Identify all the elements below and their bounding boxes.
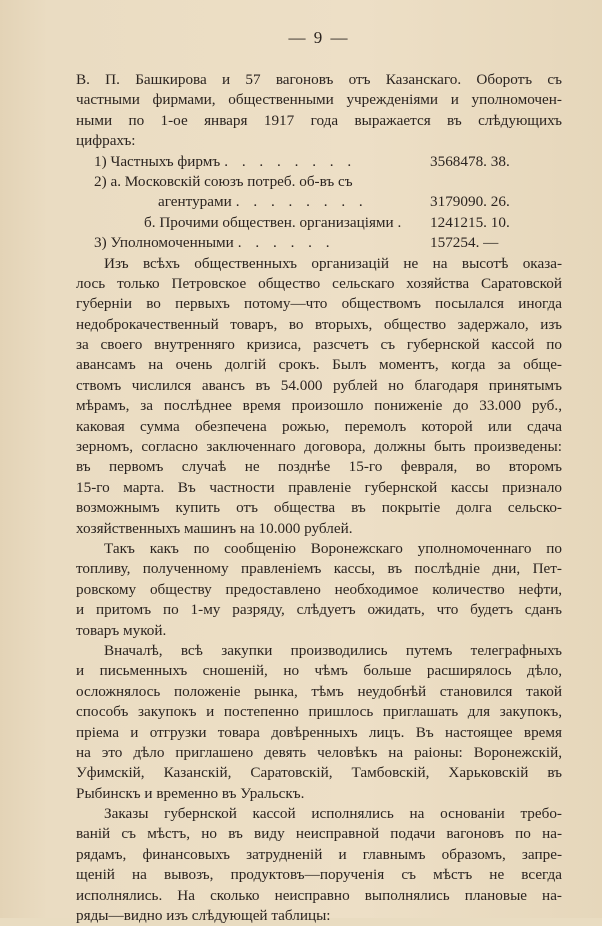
leader-dots: . . . . . . . .: [235, 193, 368, 211]
text-line: и письменныхъ сношеній, но чѣмъ больше расширялось дѣло,: [76, 662, 562, 680]
text-line: В. П. Башкирова и 57 вагоновъ отъ Казанскаго. Оборотъ съ: [76, 71, 562, 88]
text-line: мѣрамъ, за послѣднее время произошло пониженіе до 33.000 руб.,: [76, 397, 562, 415]
text-line: способъ закупокъ и постепенно пришлось приглашать для закупокъ,: [76, 703, 562, 721]
text-line: ваній съ мѣстъ, но въ виду неисправной подачи вагоновъ по на-: [76, 825, 562, 843]
text-line: возможнымъ купить отъ общества въ покрытіе долга сельско-: [76, 499, 562, 517]
text-line: пріема и отгрузки товара довѣренныхъ лицъ. Въ настоящее время: [76, 723, 562, 741]
text-line: Изъ всѣхъ общественныхъ организацій не на высотѣ оказа-: [104, 254, 562, 272]
text-line: за своего внутренняго кризиса, разсчетъ съ губернской кассой по: [76, 336, 562, 354]
text-line: въ первомъ случаѣ не позднѣе 15-го февраля, во второмъ: [76, 458, 562, 476]
text-line: цифрахъ:: [76, 132, 136, 150]
text-line: Такъ какъ по сообщенію Воронежскаго уполномоченнаго по: [104, 539, 562, 557]
text-line: лось только Петровское общество сельскаго хозяйства Саратовской: [76, 274, 562, 292]
list-item-label: 3) Уполномоченными: [94, 234, 234, 252]
list-item: [76, 172, 562, 192]
leader-dots: . . . . . . . .: [224, 152, 357, 170]
page-number: — 9 —: [288, 28, 350, 47]
list-item: [76, 192, 562, 212]
text-line: Рыбинскъ и временно въ Уральскъ.: [76, 784, 305, 802]
text-line: недоброкачественный товаръ, во вторыхъ, общество задержало, изъ: [76, 315, 562, 333]
text-line: товаръ мукой.: [76, 621, 167, 639]
text-line: осложнялось положеніе рынка, тѣмъ неудобнѣй становился такой: [76, 682, 562, 700]
text-line: на это дѣло приглашено девять человѣкъ на раіоны: Воронежскій,: [76, 743, 562, 761]
list-item-label: 2) а. Московскій союзъ потреб. об-въ съ: [94, 172, 353, 190]
list-item-amount: 3179090. 26.: [430, 193, 510, 211]
text-line: 15-го марта. Въ частности правленіе губернской кассы признало: [76, 478, 562, 496]
text-line: щеній на вывозъ, продуктовъ—порученія съ мѣстъ не всегда: [76, 866, 562, 884]
text-line: хозяйственныхъ машинъ на 10.000 рублей.: [76, 519, 353, 537]
list-item: [76, 213, 562, 233]
list-item-label: 1) Частныхъ фирмъ: [94, 152, 221, 170]
list-item-label: б. Прочими обществен. организаціями .: [144, 213, 402, 231]
list-item-label: агентурами: [158, 193, 232, 211]
text-line: Уфимскій, Казанскій, Саратовскій, Тамбовскій, Харьковскій въ: [76, 764, 562, 782]
text-line: рядамъ, финансовыхъ затрудненій и главнымъ образомъ, запре-: [76, 845, 562, 863]
text-line: зерномъ, согласно заключеннаго договора, должны быть произведены:: [76, 438, 562, 456]
text-line: ными по 1-ое января 1917 года выражается въ слѣдующихъ: [76, 111, 562, 129]
list-item-amount: 3568478. 38.: [430, 152, 510, 170]
text-line: ровскому обществу предоставлено необходимое количество нефти,: [76, 580, 562, 598]
text-line: каковая сумма обезпечена рожью, перемолъ которой или сдача: [76, 417, 562, 435]
text-line: Заказы губернской кассой исполнялись на основаніи требо-: [104, 805, 562, 823]
text-line: ряды—видно изъ слѣдующей таблицы:: [76, 907, 331, 925]
text-line: топливу, полученному правленіемъ кассы, въ послѣдніе дни, Пет-: [76, 560, 562, 578]
list-item-amount: 1241215. 10.: [430, 213, 510, 231]
paragraph-purchases: [76, 641, 562, 804]
text-line: частными фирмами, общественными учрежденіями и уполномочен-: [76, 91, 562, 109]
paragraph-petrovskoe: [76, 254, 562, 539]
leader-dots: . . . . . .: [237, 234, 335, 252]
text-line: губерніи во первыхъ потому—что обществомъ посылался иногда: [76, 295, 562, 313]
turnover-list: [76, 152, 562, 254]
list-item: [76, 152, 562, 172]
list-item: [76, 233, 562, 253]
list-item-amount: 157254. —: [430, 234, 499, 252]
text-line: исполнялись. На сколько неисправно выполнялись плановые на-: [76, 886, 562, 904]
paragraph-orders: [76, 804, 562, 926]
intro-paragraph: [76, 70, 562, 152]
text-line: Вначалѣ, всѣ закупки производились путемъ телеграфныхъ: [104, 641, 562, 659]
text-line: авансамъ на очень долгій срокъ. Былъ моментъ, когда за обще-: [76, 356, 562, 374]
text-line: и притомъ по 1-му разряду, слѣдуетъ ожидать, что будетъ сданъ: [76, 601, 562, 619]
paragraph-fuel: [76, 539, 562, 641]
text-line: ствомъ числился авансъ въ 54.000 рублей но благодаря принятымъ: [76, 376, 562, 394]
